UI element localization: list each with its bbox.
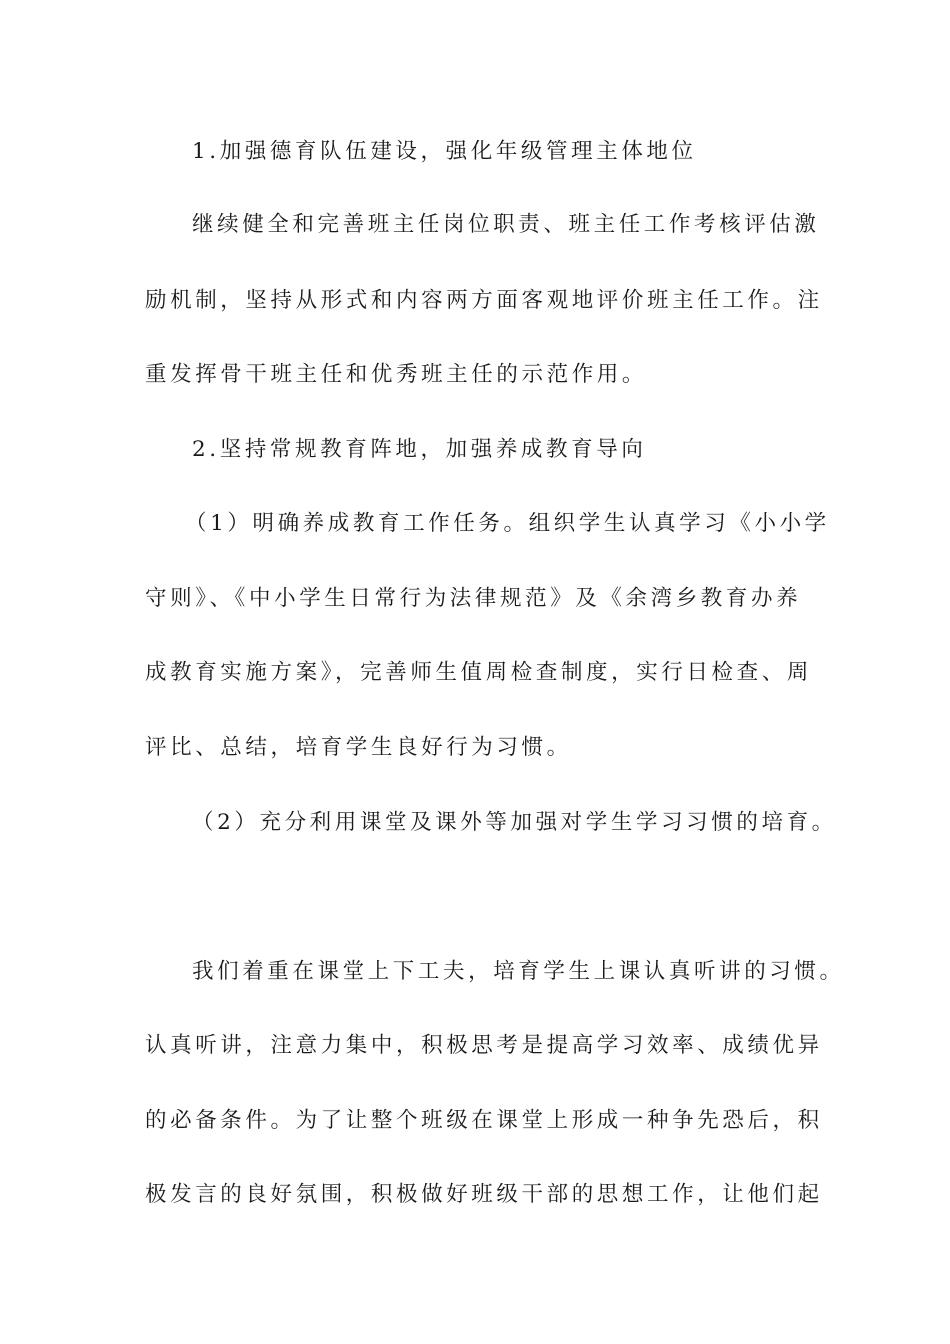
paragraph-line: 的必备条件。为了让整个班级在课堂上形成一种争先恐后，积 (145, 1108, 823, 1133)
paragraph-line: 认真听讲，注意力集中，积极思考是提高学习效率、成绩优异 (145, 1033, 823, 1058)
paragraph-line: 我们着重在课堂上下工夫，培育学生上课认真听讲的习惯。 (192, 959, 845, 984)
paragraph-line: 守则》、《中小学生日常行为法律规范》及《余湾乡教育办养 (145, 586, 802, 611)
paragraph-line: 成教育实施方案》，完善师生值周检查制度，实行日检查、周 (145, 660, 812, 685)
heading-1: 1.加强德育队伍建设，强化年级管理主体地位 (192, 139, 697, 164)
paragraph-line: （1）明确养成教育工作任务。组织学生认真学习《小小学 (185, 511, 830, 536)
paragraph-line: 励机制，坚持从形式和内容两方面客观地评价班主任工作。注 (145, 288, 823, 313)
heading-2: 2.坚持常规教育阵地，加强养成教育导向 (192, 437, 647, 462)
paragraph-line: 继续健全和完善班主任岗位职责、班主任工作考核评估激 (192, 212, 820, 237)
paragraph-line: 重发挥骨干班主任和优秀班主任的示范作用。 (145, 362, 648, 387)
paragraph-line: 极发言的良好氛围，积极做好班级干部的思想工作，让他们起 (145, 1182, 823, 1207)
paragraph-line: 评比、总结，培育学生良好行为习惯。 (145, 735, 572, 760)
paragraph-line: （2）充分利用课堂及课外等加强对学生学习习惯的培育。 (192, 810, 837, 835)
